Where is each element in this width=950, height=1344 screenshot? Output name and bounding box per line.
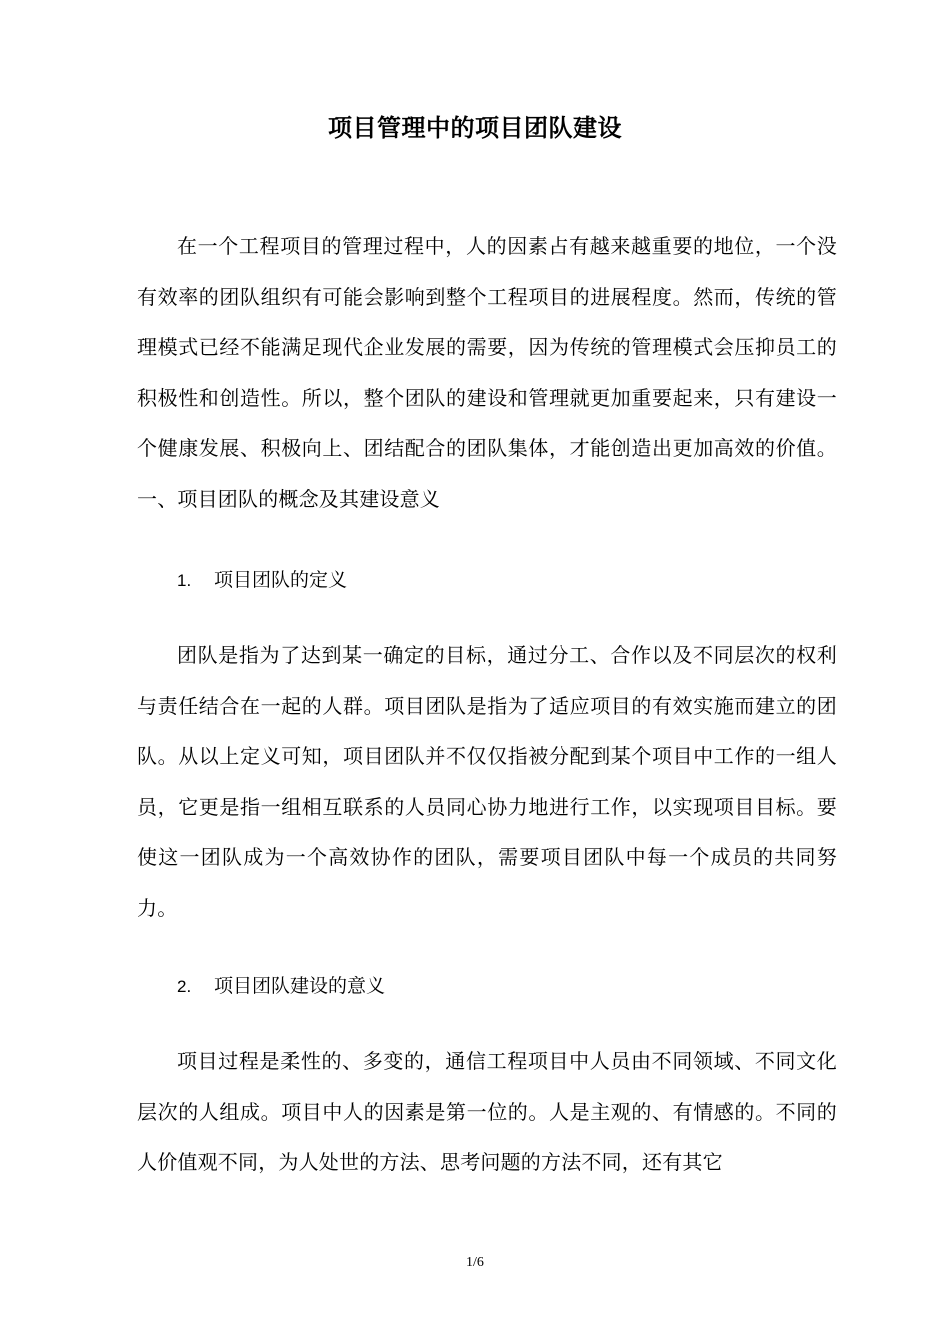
page-number: 1/6 bbox=[466, 1255, 484, 1270]
section-heading-2 bbox=[177, 971, 385, 1002]
paragraph-2-block bbox=[137, 630, 837, 933]
section-heading-1-text: 项目团队的定义 bbox=[214, 569, 348, 591]
paragraph-1: 在一个工程项目的管理过程中，人的因素占有越来越重要的地位，一个没有效率的团队组织有可能会影响到整个工程项目的进展程度。然而，传统的管理模式已经不能满足现代企业发展的需要，因为传统的管理模式会压抑员工的积极性和创造性。所以，整个团队的建设和管理就更加重要起来，只有建设一个健康发展、积极向上、团结配合的团队集体，才能创造出更加高效的价值。一、项目团队的概念及其建设意义 bbox=[137, 234, 837, 511]
section-heading-2-text: 项目团队建设的意义 bbox=[214, 975, 386, 997]
section-heading-1 bbox=[177, 565, 347, 596]
paragraph-1-block bbox=[137, 221, 837, 524]
document-title: 项目管理中的项目团队建设 bbox=[328, 114, 622, 142]
section-heading-1-number: 1. bbox=[177, 571, 192, 590]
section-heading-2-number: 2. bbox=[177, 977, 192, 996]
paragraph-3: 项目过程是柔性的、多变的，通信工程项目中人员由不同领域、不同文化层次的人组成。项目中人的因素是第一位的。人是主观的、有情感的。不同的人价值观不同，为人处世的方法、思考问题的方法不同，还有其它 bbox=[137, 1049, 837, 1174]
paragraph-3-block bbox=[137, 1036, 837, 1188]
paragraph-2: 团队是指为了达到某一确定的目标，通过分工、合作以及不同层次的权利与责任结合在一起的人群。项目团队是指为了适应项目的有效实施而建立的团队。从以上定义可知，项目团队并不仅仅指被分配到某个项目中工作的一组人员，它更是指一组相互联系的人员同心协力地进行工作，以实现项目目标。要使这一团队成为一个高效协作的团队，需要项目团队中每一个成员的共同努力。 bbox=[137, 643, 837, 920]
